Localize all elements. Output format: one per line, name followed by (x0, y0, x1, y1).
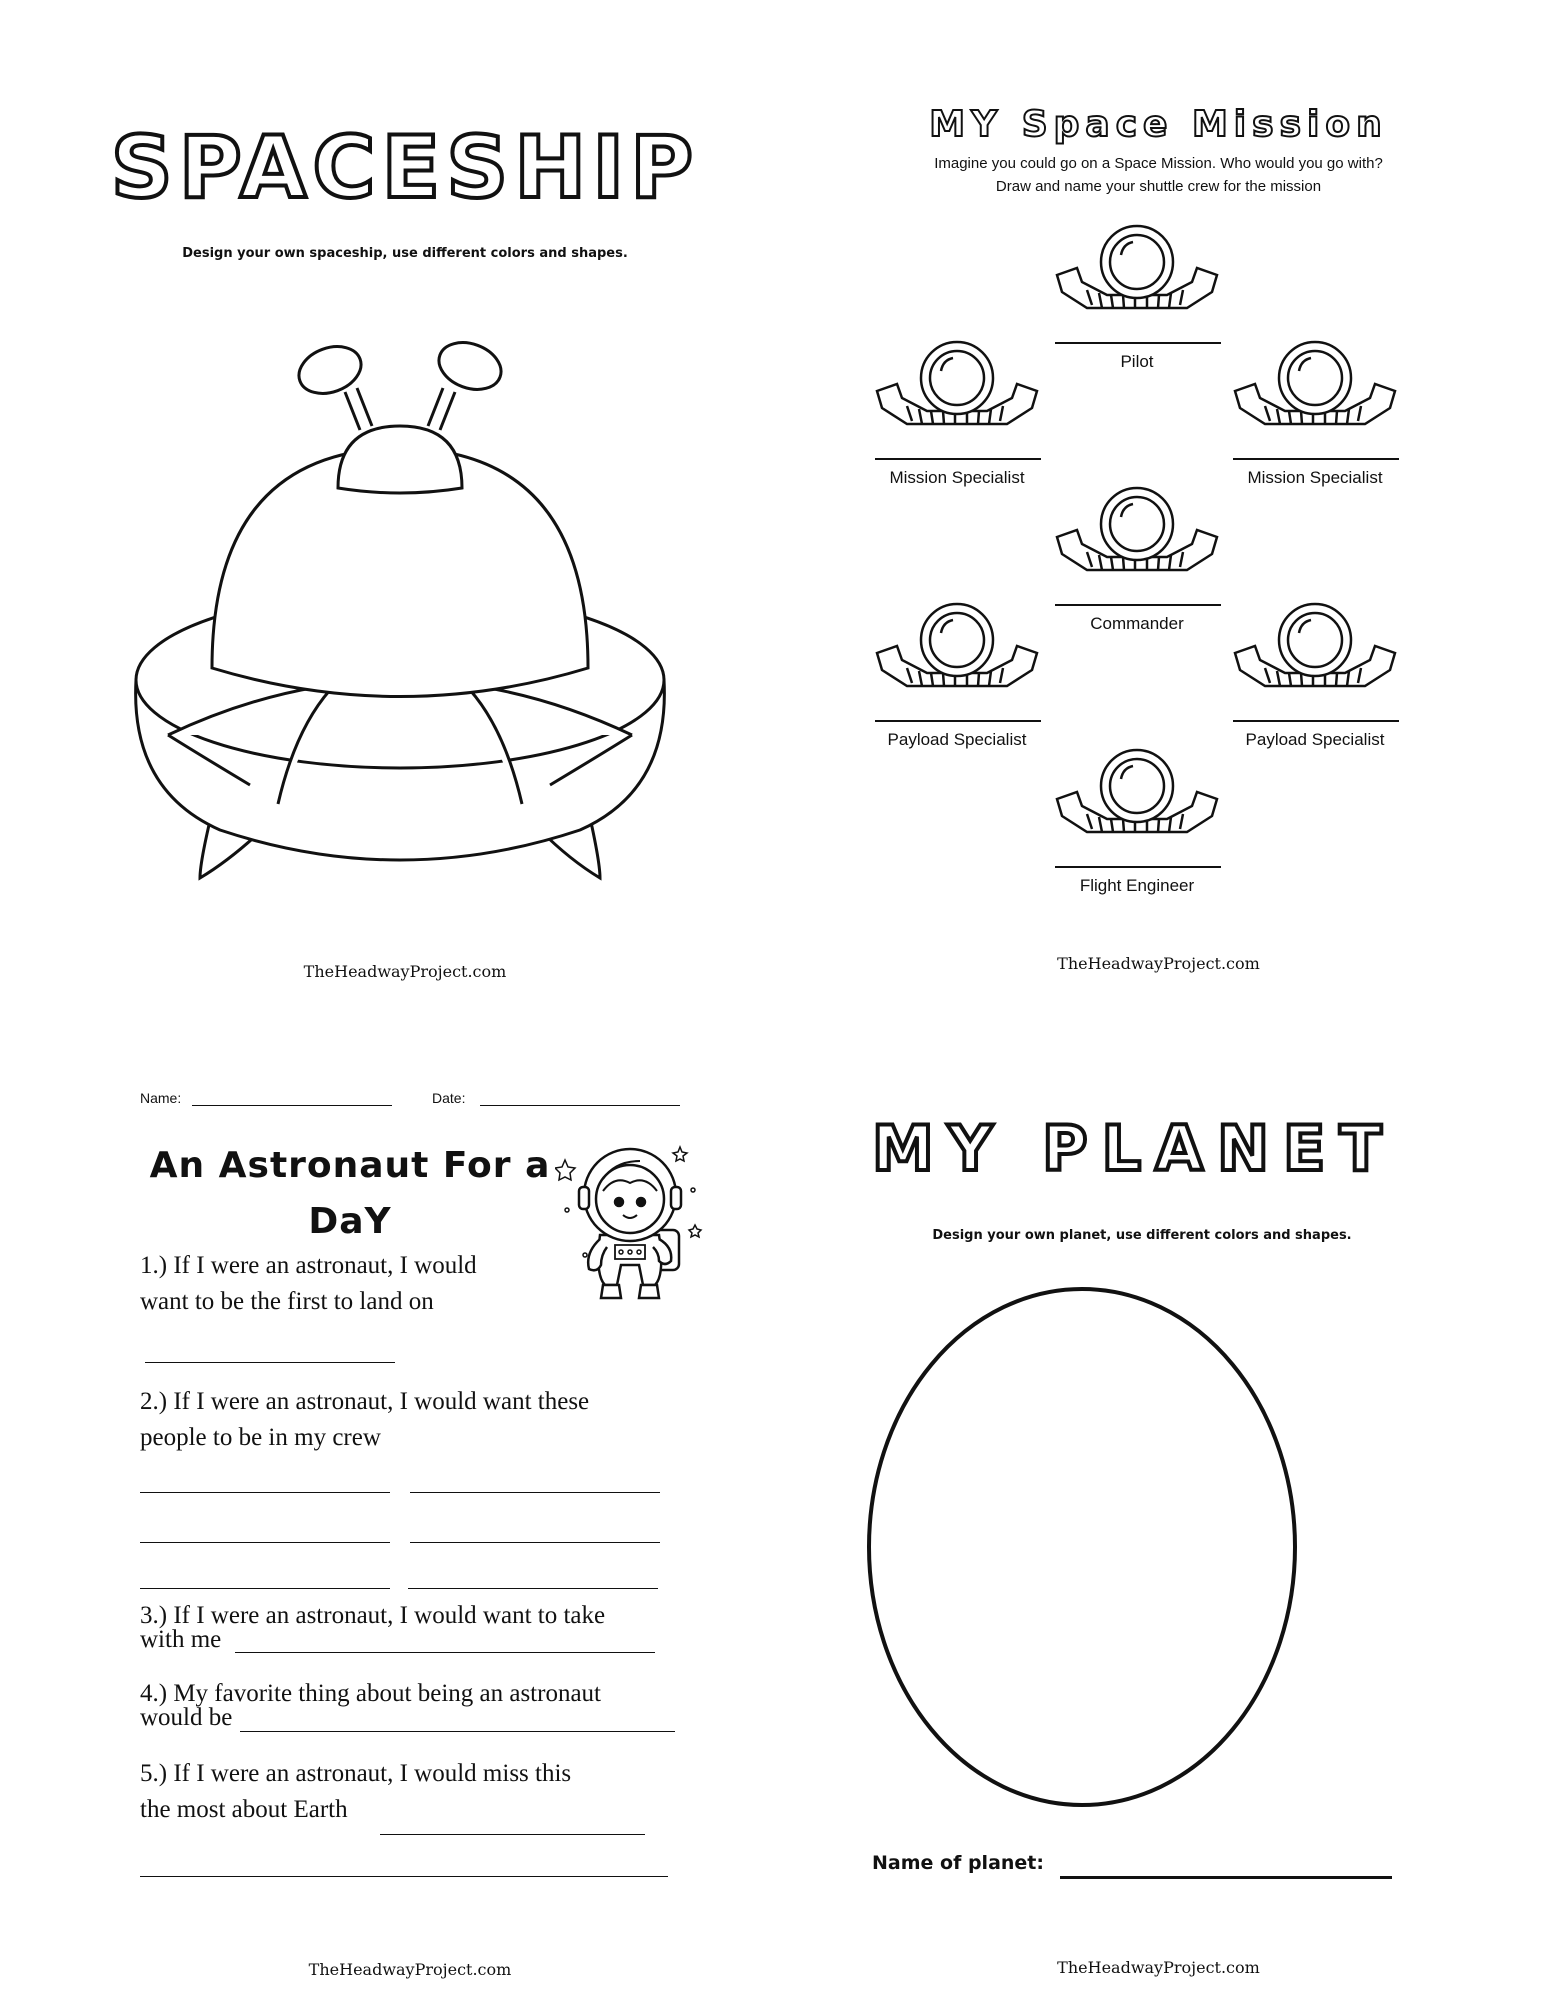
mission-subtitle-line1: Imagine you could go on a Space Mission. Who would you go with? (934, 155, 1383, 172)
ufo-illustration (0, 330, 772, 890)
crew-slot-payload-specialist-right (1225, 598, 1405, 749)
name-field[interactable] (192, 1105, 392, 1106)
astronaut-helmet-icon (1047, 482, 1227, 582)
answer-2-line-f[interactable] (408, 1588, 658, 1589)
question-5-line1: 5.) If I were an astronaut, I would miss this (140, 1760, 572, 1787)
planet-instructions: Design your own planet, use different colors and shapes. (932, 1228, 1352, 1243)
astronaut-helmet-icon (867, 598, 1047, 698)
astronaut-helmet-icon (867, 336, 1047, 436)
planet-name-label: Name of planet: (872, 1852, 1044, 1874)
role-commander: Commander (1090, 614, 1184, 633)
answer-4-line[interactable] (240, 1731, 675, 1732)
answer-5-line-a[interactable] (380, 1834, 645, 1835)
astronaut-helmet-icon (1225, 336, 1405, 436)
answer-2-line-c[interactable] (140, 1542, 390, 1543)
question-3-line1: 3.) If I were an astronaut, I would want to take (140, 1602, 606, 1629)
astronaut-illustration (555, 1135, 705, 1305)
mission-title: MY Space Mission (929, 104, 1388, 145)
answer-2-line-e[interactable] (140, 1588, 390, 1589)
question-5-line2: the most about Earth (140, 1796, 348, 1823)
question-4-line2: would be (140, 1704, 233, 1731)
astronaut-footer: TheHeadwayProject.com (308, 1960, 512, 1979)
planet-footer: TheHeadwayProject.com (1057, 1958, 1260, 1977)
planet-panel (772, 1000, 1545, 2000)
crew-slot-mission-specialist-left (867, 336, 1047, 487)
answer-3-line[interactable] (235, 1652, 655, 1653)
spaceship-instructions: Design your own spaceship, use different colors and shapes. (182, 246, 628, 261)
spaceship-title: SPACESHIP (110, 118, 700, 218)
spaceship-footer: TheHeadwayProject.com (303, 962, 507, 981)
crew-slot-flight-engineer (1047, 744, 1227, 895)
planet-outline (862, 1282, 1302, 1812)
planet-title: MY PLANET (872, 1112, 1396, 1185)
crew-slot-pilot (1047, 220, 1227, 371)
answer-2-line-b[interactable] (410, 1492, 660, 1493)
question-3-line2: with me (140, 1626, 222, 1653)
astronaut-panel (0, 1000, 772, 2000)
name-label: Name: (140, 1090, 182, 1106)
mission-panel (772, 0, 1545, 1000)
question-2-line2: people to be in my crew (140, 1424, 381, 1451)
answer-2-line-a[interactable] (140, 1492, 390, 1493)
answer-2-line-d[interactable] (410, 1542, 660, 1543)
astronaut-title-line1: An Astronaut For a (149, 1145, 551, 1186)
date-field[interactable] (480, 1105, 680, 1106)
astronaut-helmet-icon (1047, 220, 1227, 320)
question-1-line1: 1.) If I were an astronaut, I would (140, 1252, 477, 1279)
crew-slot-payload-specialist-left (867, 598, 1047, 749)
mission-subtitle-line2: Draw and name your shuttle crew for the mission (995, 178, 1322, 195)
role-pilot: Pilot (1120, 352, 1154, 371)
mission-footer: TheHeadwayProject.com (1057, 954, 1260, 973)
spaceship-panel (0, 0, 772, 1000)
role-mission-specialist-right: Mission Specialist (1247, 468, 1383, 487)
question-4-line1: 4.) My favorite thing about being an astronaut (140, 1680, 601, 1707)
role-payload-specialist-left: Payload Specialist (887, 730, 1027, 749)
question-2-line1: 2.) If I were an astronaut, I would want these (140, 1388, 590, 1415)
role-flight-engineer: Flight Engineer (1079, 876, 1195, 895)
astronaut-title-line2: DaY (308, 1201, 392, 1242)
role-mission-specialist-left: Mission Specialist (889, 468, 1025, 487)
planet-name-field[interactable] (1060, 1876, 1392, 1879)
answer-1-line[interactable] (145, 1362, 395, 1363)
crew-slot-mission-specialist-right (1225, 336, 1405, 487)
crew-slot-commander (1047, 482, 1227, 633)
role-payload-specialist-right: Payload Specialist (1245, 730, 1385, 749)
astronaut-helmet-icon (1047, 744, 1227, 844)
answer-5-line-b[interactable] (140, 1876, 668, 1877)
date-label: Date: (432, 1090, 466, 1106)
astronaut-helmet-icon (1225, 598, 1405, 698)
question-1-line2: want to be the first to land on (140, 1288, 434, 1315)
